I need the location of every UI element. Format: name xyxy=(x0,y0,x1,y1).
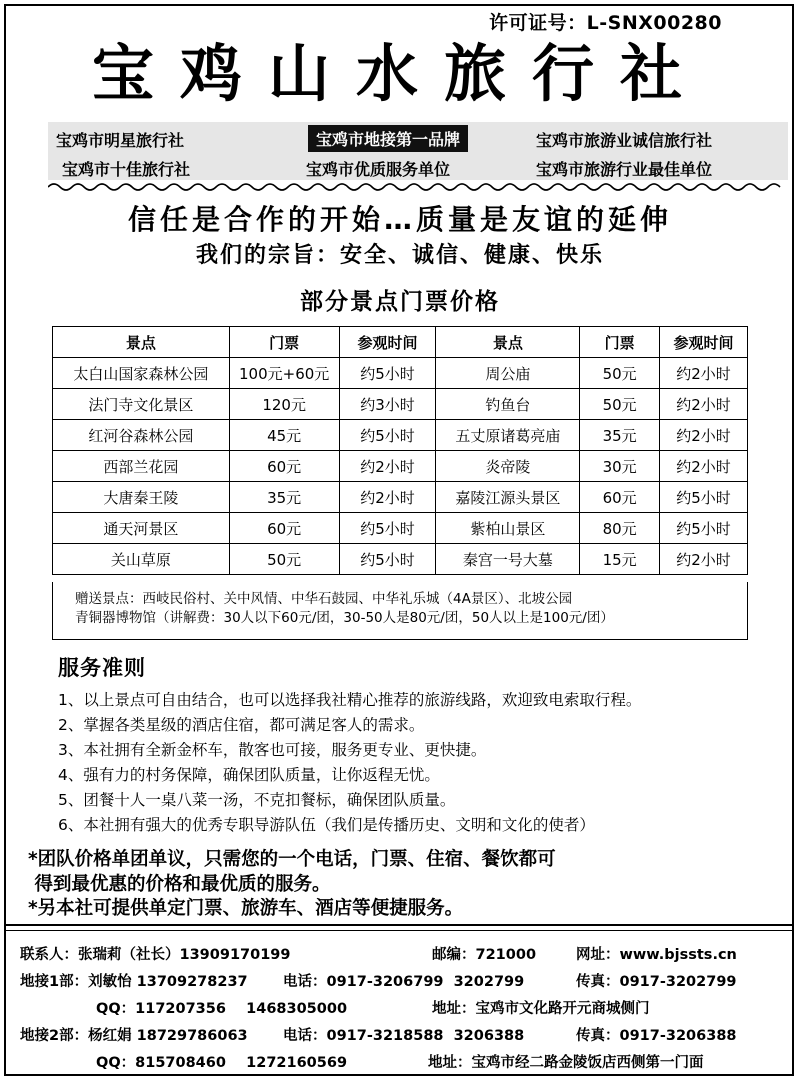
honor-quality-service: 宝鸡市优质服务单位 xyxy=(306,160,451,179)
table-cell: 约2小时 xyxy=(660,544,748,575)
table-cell: 60元 xyxy=(580,482,660,513)
table-cell: 约2小时 xyxy=(339,482,436,513)
table-cell: 嘉陵江源头景区 xyxy=(436,482,580,513)
table-cell: 五丈原诸葛亮庙 xyxy=(436,420,580,451)
honor-top-ten-agency: 宝鸡市十佳旅行社 xyxy=(62,160,191,179)
table-cell: 关山草原 xyxy=(53,544,230,575)
table-cell: 西部兰花园 xyxy=(53,451,230,482)
postcode: 邮编：721000 xyxy=(432,947,537,963)
honor-top-brand: 宝鸡市地接第一品牌 xyxy=(308,125,468,152)
divider xyxy=(6,924,794,926)
table-cell: 通天河景区 xyxy=(53,513,230,544)
license-number: 许可证号：L-SNX00280 xyxy=(489,12,722,34)
table-cell: 60元 xyxy=(229,451,339,482)
table-header-row xyxy=(53,327,748,358)
decorative-border xyxy=(48,181,788,193)
dept1-fax: 传真：0917-3202799 xyxy=(576,974,737,990)
list-item: 6、本社拥有强大的优秀专职导游队伍（我们是传播历史、文明和文化的使者） xyxy=(58,816,595,834)
header-visit-time: 参观时间 xyxy=(660,327,748,358)
table-cell: 约5小时 xyxy=(339,544,436,575)
table-cell: 50元 xyxy=(580,358,660,389)
table-cell: 约5小时 xyxy=(339,420,436,451)
table-cell: 炎帝陵 xyxy=(436,451,580,482)
header-ticket: 门票 xyxy=(229,327,339,358)
table-cell: 约2小时 xyxy=(660,420,748,451)
website: 网址：www.bjssts.cn xyxy=(576,947,737,963)
motto: 我们的宗旨：安全、诚信、健康、快乐 xyxy=(195,243,604,268)
divider xyxy=(6,930,794,931)
table-cell: 秦宫一号大墓 xyxy=(436,544,580,575)
agency-title: 宝鸡山水旅行社 xyxy=(91,37,708,110)
header-attraction: 景点 xyxy=(53,327,230,358)
list-item: 3、本社拥有全新金杯车，散客也可接，服务更专业、更快捷。 xyxy=(58,741,487,759)
table-row xyxy=(53,544,748,575)
header-ticket: 门票 xyxy=(580,327,660,358)
dept1-contact: 地接1部：刘敏怡 13709278237 xyxy=(20,974,248,990)
table-row xyxy=(53,420,748,451)
dept2-fax: 传真：0917-3206388 xyxy=(576,1028,737,1044)
table-cell: 30元 xyxy=(580,451,660,482)
table-cell: 80元 xyxy=(580,513,660,544)
dept1-address: 地址：宝鸡市文化路开元商城侧门 xyxy=(432,1001,650,1017)
table-cell: 120元 xyxy=(229,389,339,420)
table-cell: 60元 xyxy=(229,513,339,544)
table-row xyxy=(53,389,748,420)
table-cell: 约3小时 xyxy=(339,389,436,420)
table-cell: 100元+60元 xyxy=(229,358,339,389)
ticket-price-table xyxy=(52,326,748,575)
table-row xyxy=(53,358,748,389)
dept2-contact: 地接2部：杨红娟 18729786063 xyxy=(20,1028,248,1044)
group-price-note-cont: 得到最优惠的价格和最优质的服务。 xyxy=(28,874,331,895)
honor-integrity-agency: 宝鸡市旅游业诚信旅行社 xyxy=(536,131,713,150)
table-cell: 约2小时 xyxy=(660,451,748,482)
table-cell: 红河谷森林公园 xyxy=(53,420,230,451)
contact-person: 联系人：张瑞莉（社长）13909170199 xyxy=(20,947,291,963)
table-cell: 约5小时 xyxy=(660,482,748,513)
dept1-phone: 电话：0917-3206799 3202799 xyxy=(283,974,525,990)
table-cell: 50元 xyxy=(580,389,660,420)
table-cell: 50元 xyxy=(229,544,339,575)
list-item: 4、强有力的村务保障，确保团队质量，让你返程无忧。 xyxy=(58,766,440,784)
list-item: 5、团餐十人一桌八菜一汤，不克扣餐标，确保团队质量。 xyxy=(58,791,456,809)
table-cell: 紫柏山景区 xyxy=(436,513,580,544)
slogan: 信任是合作的开始…质量是友谊的延伸 xyxy=(127,203,672,236)
service-heading: 服务准则 xyxy=(58,656,146,680)
wave-pattern-icon xyxy=(48,181,788,193)
table-row xyxy=(53,482,748,513)
table-cell: 35元 xyxy=(580,420,660,451)
table-cell: 太白山国家森林公园 xyxy=(53,358,230,389)
dept2-phone: 电话：0917-3218588 3206388 xyxy=(283,1028,525,1044)
list-item: 2、掌握各类星级的酒店住宿，都可满足客人的需求。 xyxy=(58,716,425,734)
dept2-address: 地址：宝鸡市经二路金陵饭店西侧第一门面 xyxy=(428,1055,704,1071)
service-list xyxy=(58,688,641,838)
table-row xyxy=(53,451,748,482)
honor-star-agency: 宝鸡市明星旅行社 xyxy=(56,131,185,150)
list-item: 1、以上景点可自由结合，也可以选择我社精心推荐的旅游线路，欢迎致电索取行程。 xyxy=(58,691,642,709)
price-heading: 部分景点门票价格 xyxy=(300,289,500,315)
table-cell: 35元 xyxy=(229,482,339,513)
dept1-qq: QQ：117207356 1468305000 xyxy=(96,1001,348,1017)
group-price-note: *团队价格单团单议，只需您的一个电话，门票、住宿、餐饮都可 xyxy=(28,849,556,870)
table-cell: 约5小时 xyxy=(339,513,436,544)
extra-services-note: *另本社可提供单定门票、旅游车、酒店等便捷服务。 xyxy=(28,898,464,919)
header-attraction: 景点 xyxy=(436,327,580,358)
table-cell: 法门寺文化景区 xyxy=(53,389,230,420)
table-cell: 45元 xyxy=(229,420,339,451)
header-visit-time: 参观时间 xyxy=(339,327,436,358)
table-row xyxy=(53,513,748,544)
honor-best-unit: 宝鸡市旅游行业最佳单位 xyxy=(536,160,713,179)
table-cell: 约5小时 xyxy=(660,513,748,544)
table-cell: 周公庙 xyxy=(436,358,580,389)
table-cell: 约2小时 xyxy=(339,451,436,482)
table-cell: 15元 xyxy=(580,544,660,575)
dept2-qq: QQ：815708460 1272160569 xyxy=(96,1055,348,1071)
table-cell: 约2小时 xyxy=(660,358,748,389)
table-notes xyxy=(52,582,748,640)
bonus-attractions-note: 赠送景点：西岐民俗村、关中风情、中华石鼓园、中华礼乐城（4A景区）、北坡公园 xyxy=(75,591,573,607)
table-cell: 约2小时 xyxy=(660,389,748,420)
table-cell: 大唐秦王陵 xyxy=(53,482,230,513)
museum-guide-fee-note: 青铜器博物馆（讲解费：30人以下60元/团，30-50人是80元/团，50人以上是100元/团） xyxy=(75,610,614,626)
table-cell: 钓鱼台 xyxy=(436,389,580,420)
table-cell: 约5小时 xyxy=(339,358,436,389)
